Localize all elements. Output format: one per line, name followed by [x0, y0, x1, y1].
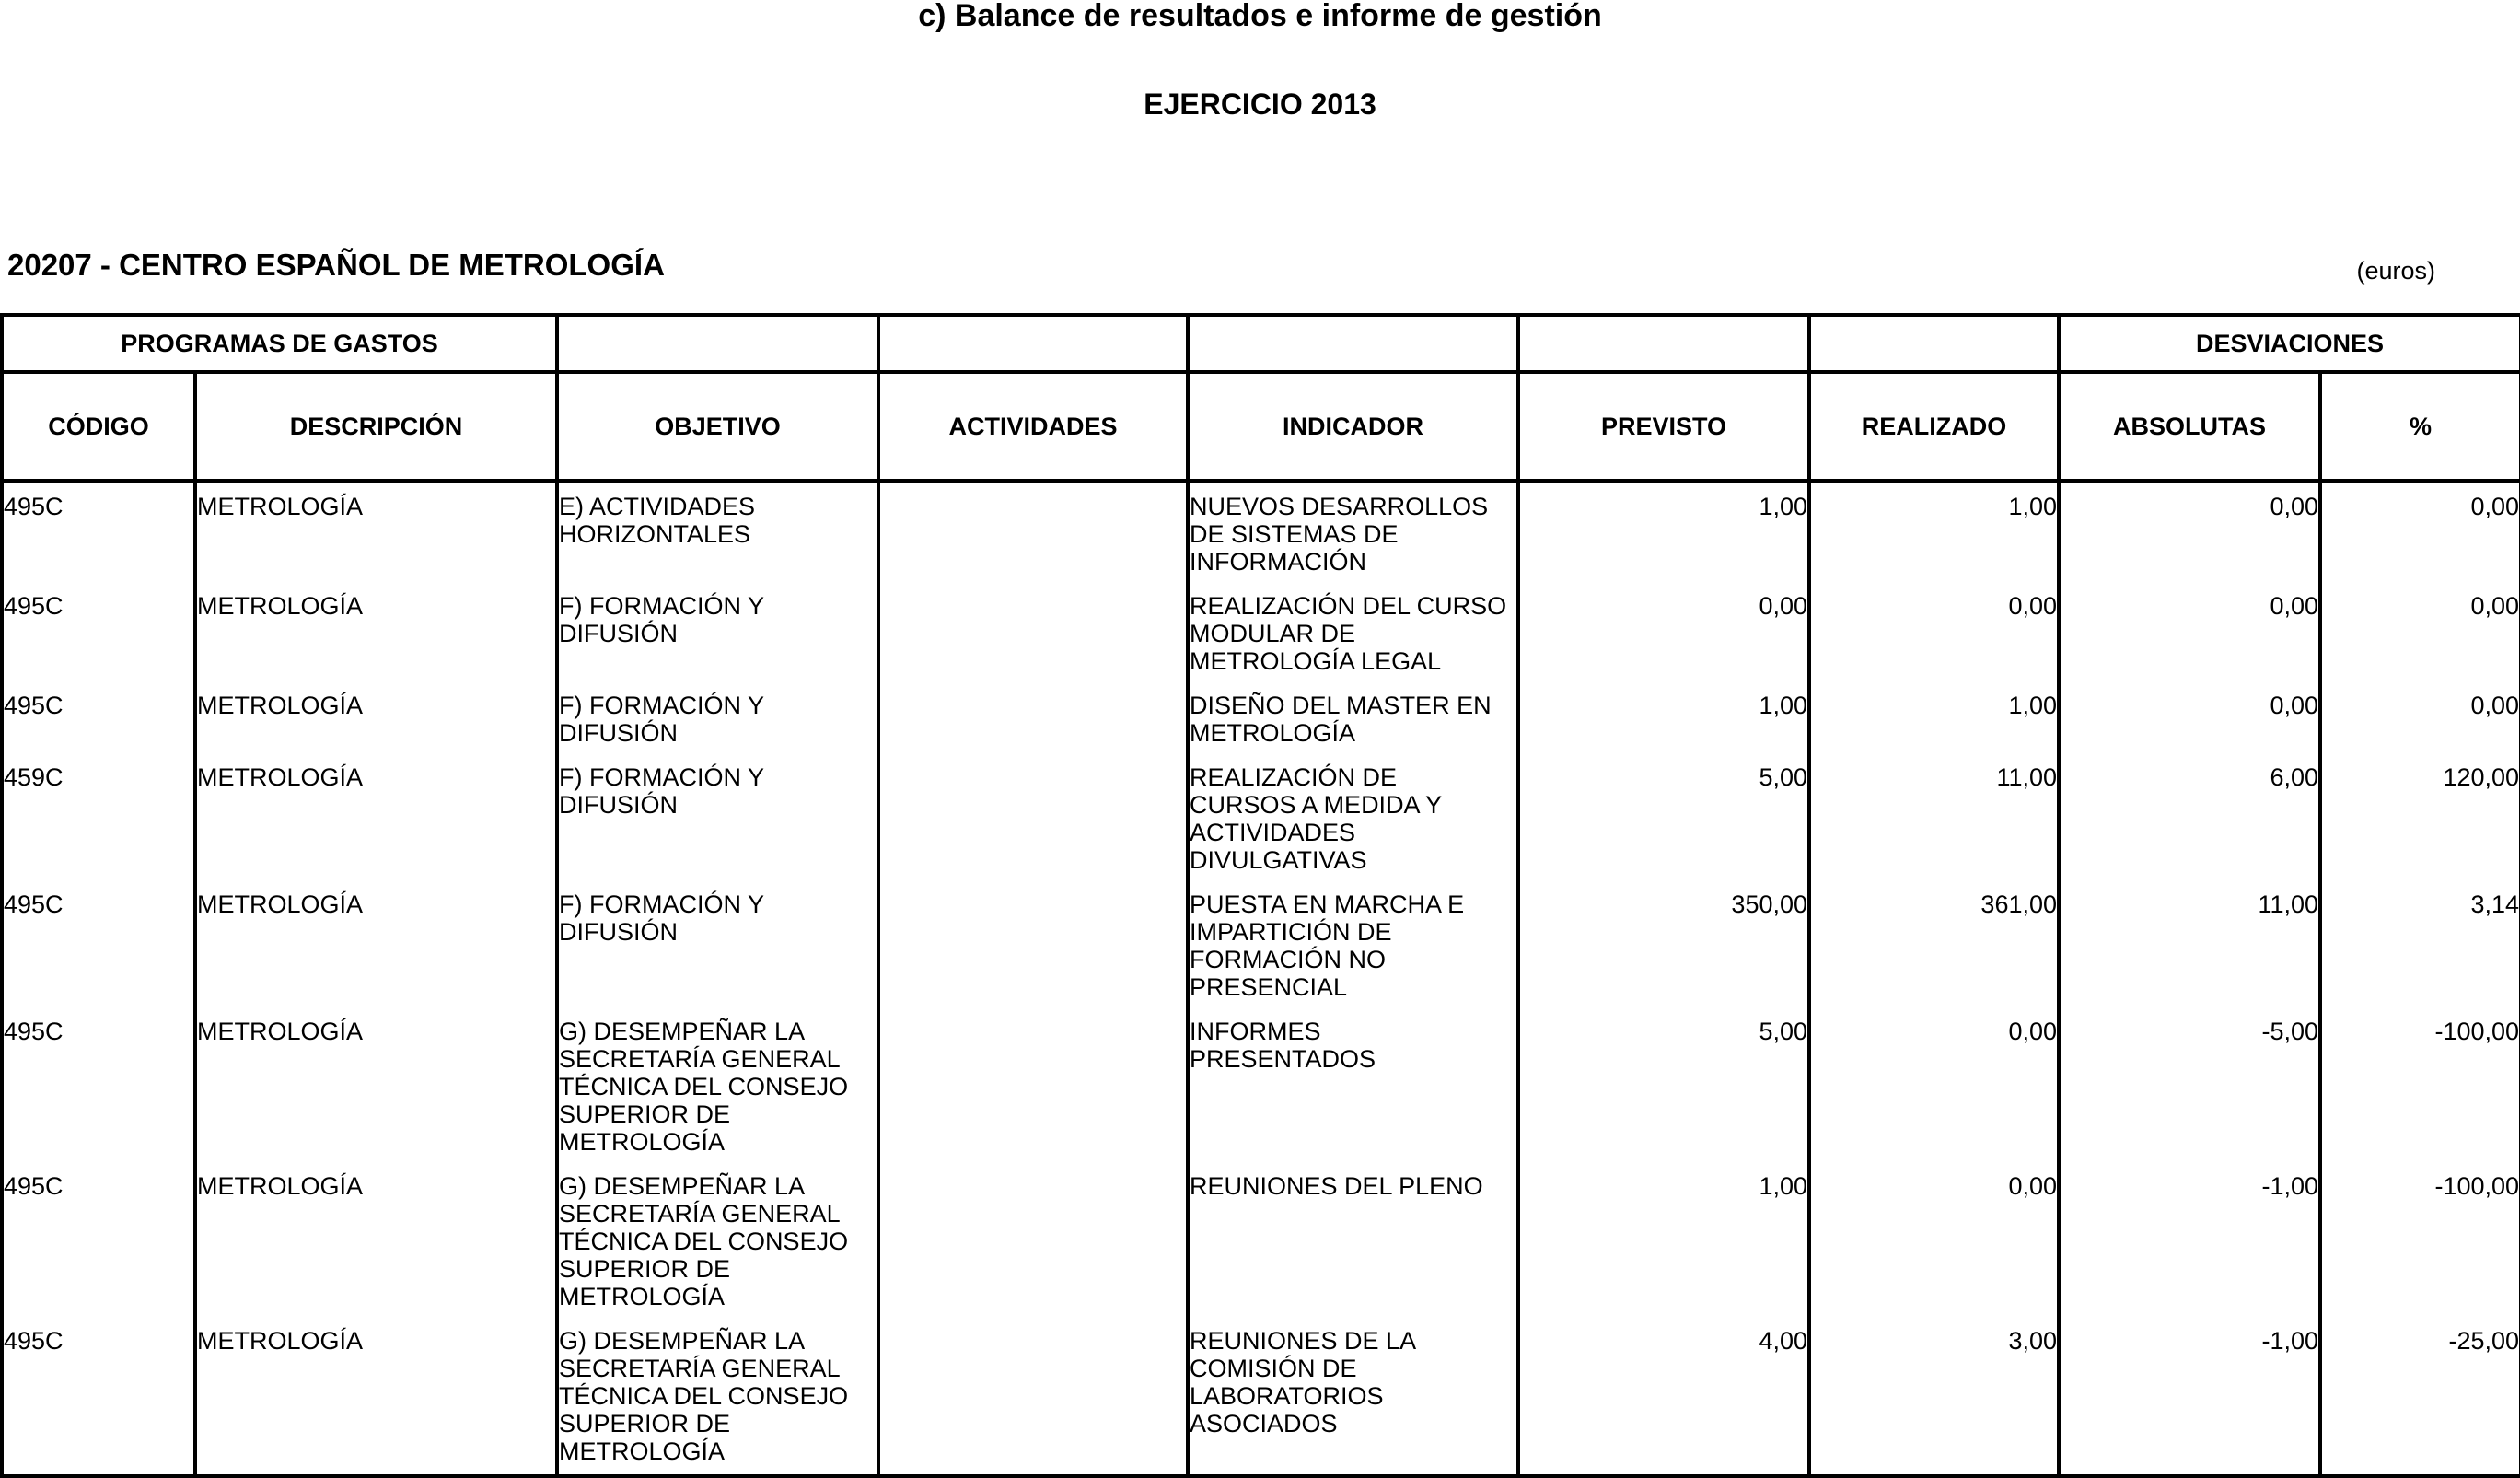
cell-descripcion: METROLOGÍA: [195, 1009, 557, 1164]
objetivo-line: F) FORMACIÓN Y: [559, 763, 765, 791]
cell-realizado: 1,00: [1809, 481, 2059, 584]
indicador-line: CURSOS A MEDIDA Y: [1190, 791, 1443, 819]
cell-indicador: [1188, 584, 1518, 683]
objetivo-line: G) DESEMPEÑAR LA: [559, 1327, 806, 1355]
cell-indicador: [1188, 481, 1518, 584]
cell-previsto: 1,00: [1518, 1164, 1809, 1319]
table-row: [2, 683, 2520, 755]
cell-codigo: 495C: [2, 882, 195, 1009]
cell-codigo: 495C: [2, 1164, 195, 1319]
objetivo-line: SECRETARÍA GENERAL: [559, 1355, 841, 1382]
cell-actividades: [878, 1009, 1188, 1164]
indicador-line: ACTIVIDADES: [1190, 819, 1356, 846]
cell-indicador: [1188, 1319, 1518, 1476]
cell-previsto: 0,00: [1518, 584, 1809, 683]
indicador-line: MODULAR DE: [1190, 620, 1356, 647]
cell-porcentaje: 3,14: [2320, 882, 2520, 1009]
cell-objetivo: [557, 1009, 878, 1164]
entity-title: 20207 - CENTRO ESPAÑOL DE METROLOGÍA: [7, 248, 665, 282]
cell-descripcion: METROLOGÍA: [195, 1319, 557, 1476]
objetivo-line: F) FORMACIÓN Y: [559, 592, 765, 620]
indicador-line: LABORATORIOS: [1190, 1382, 1384, 1410]
cell-codigo: 459C: [2, 755, 195, 882]
cell-indicador: [1188, 755, 1518, 882]
cell-absolutas: -1,00: [2059, 1319, 2320, 1476]
cell-actividades: [878, 1319, 1188, 1476]
cell-descripcion: METROLOGÍA: [195, 755, 557, 882]
cell-descripcion: METROLOGÍA: [195, 1164, 557, 1319]
cell-realizado: 3,00: [1809, 1319, 2059, 1476]
cell-porcentaje: 0,00: [2320, 481, 2520, 584]
indicador-line: NUEVOS DESARROLLOS: [1190, 493, 1489, 520]
indicador-line: INFORMES: [1190, 1018, 1321, 1045]
indicador-line: IMPARTICIÓN DE: [1190, 918, 1392, 946]
table-row: [2, 882, 2520, 1009]
cell-codigo: 495C: [2, 584, 195, 683]
indicador-line: REUNIONES DEL PLENO: [1190, 1172, 1483, 1200]
indicador-line: INFORMACIÓN: [1190, 548, 1367, 576]
indicador-line: FORMACIÓN NO: [1190, 946, 1387, 973]
objetivo-line: METROLOGÍA: [559, 1437, 726, 1465]
objetivo-line: TÉCNICA DEL CONSEJO: [559, 1228, 849, 1255]
cell-actividades: [878, 755, 1188, 882]
indicador-line: METROLOGÍA: [1190, 719, 1356, 747]
cell-absolutas: 0,00: [2059, 481, 2320, 584]
cell-porcentaje: 0,00: [2320, 683, 2520, 755]
objetivo-line: E) ACTIVIDADES: [559, 493, 756, 520]
indicador-line: PUESTA EN MARCHA E: [1190, 890, 1465, 918]
cell-objetivo: [557, 481, 878, 584]
table-body: [2, 481, 2520, 1476]
table-row: [2, 584, 2520, 683]
cell-realizado: 11,00: [1809, 755, 2059, 882]
cell-realizado: 0,00: [1809, 1009, 2059, 1164]
objetivo-line: DIFUSIÓN: [559, 791, 679, 819]
table-row: [2, 1319, 2520, 1476]
cell-realizado: 1,00: [1809, 683, 2059, 755]
objetivo-line: HORIZONTALES: [559, 520, 751, 548]
objetivo-line: G) DESEMPEÑAR LA: [559, 1172, 806, 1200]
cell-codigo: 495C: [2, 683, 195, 755]
cell-previsto: 5,00: [1518, 1009, 1809, 1164]
cell-previsto: 350,00: [1518, 882, 1809, 1009]
table-row: [2, 1009, 2520, 1164]
indicador-line: COMISIÓN DE: [1190, 1355, 1357, 1382]
cell-absolutas: 0,00: [2059, 683, 2320, 755]
objetivo-line: DIFUSIÓN: [559, 719, 679, 747]
indicador-line: REALIZACIÓN DEL CURSO: [1190, 592, 1507, 620]
cell-indicador: [1188, 1009, 1518, 1164]
objetivo-line: SUPERIOR DE: [559, 1100, 731, 1128]
results-table: [0, 313, 2520, 1478]
cell-porcentaje: -100,00: [2320, 1009, 2520, 1164]
cell-previsto: 4,00: [1518, 1319, 1809, 1476]
cell-descripcion: METROLOGÍA: [195, 882, 557, 1009]
page-title: c) Balance de resultados e informe de gestión: [918, 0, 1602, 33]
cell-realizado: 0,00: [1809, 584, 2059, 683]
cell-realizado: 0,00: [1809, 1164, 2059, 1319]
cell-porcentaje: 0,00: [2320, 584, 2520, 683]
cell-indicador: [1188, 882, 1518, 1009]
table-row: [2, 1164, 2520, 1319]
cell-indicador: [1188, 683, 1518, 755]
cell-descripcion: METROLOGÍA: [195, 683, 557, 755]
cell-realizado: 361,00: [1809, 882, 2059, 1009]
indicador-line: PRESENCIAL: [1190, 973, 1348, 1001]
cell-objetivo: [557, 683, 878, 755]
programs-group-header: PROGRAMAS DE GASTOS: [2, 315, 557, 372]
cell-objetivo: [557, 584, 878, 683]
indicador-line: DE SISTEMAS DE: [1190, 520, 1399, 548]
empty-group-cell: [1809, 315, 2059, 372]
cell-previsto: 5,00: [1518, 755, 1809, 882]
cell-actividades: [878, 481, 1188, 584]
objetivo-line: DIFUSIÓN: [559, 918, 679, 946]
indicador-line: PRESENTADOS: [1190, 1045, 1376, 1073]
cell-porcentaje: -100,00: [2320, 1164, 2520, 1319]
column-header-absolutas: ABSOLUTAS: [2059, 372, 2320, 481]
objetivo-line: METROLOGÍA: [559, 1128, 726, 1156]
objetivo-line: METROLOGÍA: [559, 1283, 726, 1310]
column-header-row: [2, 372, 2520, 481]
indicador-line: DISEÑO DEL MASTER EN: [1190, 692, 1492, 719]
objetivo-line: SUPERIOR DE: [559, 1410, 731, 1437]
table-row: [2, 481, 2520, 584]
column-header-codigo: CÓDIGO: [2, 372, 195, 481]
unit-label: (euros): [2356, 257, 2435, 285]
cell-actividades: [878, 683, 1188, 755]
objetivo-line: SECRETARÍA GENERAL: [559, 1045, 841, 1073]
cell-objetivo: [557, 755, 878, 882]
indicador-line: ASOCIADOS: [1190, 1410, 1338, 1437]
column-header-indicador: INDICADOR: [1188, 372, 1518, 481]
cell-objetivo: [557, 1164, 878, 1319]
empty-group-cell: [557, 315, 878, 372]
deviations-group-header: DESVIACIONES: [2059, 315, 2520, 372]
objetivo-line: TÉCNICA DEL CONSEJO: [559, 1073, 849, 1100]
cell-indicador: [1188, 1164, 1518, 1319]
objetivo-line: SECRETARÍA GENERAL: [559, 1200, 841, 1228]
column-header-previsto: PREVISTO: [1518, 372, 1809, 481]
cell-objetivo: [557, 882, 878, 1009]
cell-previsto: 1,00: [1518, 683, 1809, 755]
page-subtitle: EJERCICIO 2013: [1144, 87, 1376, 121]
objetivo-line: F) FORMACIÓN Y: [559, 692, 765, 719]
objetivo-line: G) DESEMPEÑAR LA: [559, 1018, 806, 1045]
column-header-descripcion: DESCRIPCIÓN: [195, 372, 557, 481]
empty-group-cell: [1518, 315, 1809, 372]
indicador-line: METROLOGÍA LEGAL: [1190, 647, 1442, 675]
column-header-objetivo: OBJETIVO: [557, 372, 878, 481]
indicador-line: DIVULGATIVAS: [1190, 846, 1367, 874]
column-header-actividades: ACTIVIDADES: [878, 372, 1188, 481]
cell-absolutas: 0,00: [2059, 584, 2320, 683]
objetivo-line: F) FORMACIÓN Y: [559, 890, 765, 918]
column-header-porcentaje: %: [2320, 372, 2520, 481]
cell-actividades: [878, 882, 1188, 1009]
cell-objetivo: [557, 1319, 878, 1476]
objetivo-line: DIFUSIÓN: [559, 620, 679, 647]
cell-absolutas: 11,00: [2059, 882, 2320, 1009]
cell-codigo: 495C: [2, 481, 195, 584]
cell-descripcion: METROLOGÍA: [195, 481, 557, 584]
cell-absolutas: 6,00: [2059, 755, 2320, 882]
cell-codigo: 495C: [2, 1009, 195, 1164]
column-header-realizado: REALIZADO: [1809, 372, 2059, 481]
cell-absolutas: -1,00: [2059, 1164, 2320, 1319]
cell-previsto: 1,00: [1518, 481, 1809, 584]
cell-porcentaje: -25,00: [2320, 1319, 2520, 1476]
empty-group-cell: [878, 315, 1188, 372]
cell-codigo: 495C: [2, 1319, 195, 1476]
empty-group-cell: [1188, 315, 1518, 372]
cell-absolutas: -5,00: [2059, 1009, 2320, 1164]
objetivo-line: SUPERIOR DE: [559, 1255, 731, 1283]
objetivo-line: TÉCNICA DEL CONSEJO: [559, 1382, 849, 1410]
cell-descripcion: METROLOGÍA: [195, 584, 557, 683]
indicador-line: REALIZACIÓN DE: [1190, 763, 1398, 791]
table-row: [2, 755, 2520, 882]
cell-actividades: [878, 584, 1188, 683]
cell-porcentaje: 120,00: [2320, 755, 2520, 882]
group-header-row: [2, 315, 2520, 372]
cell-actividades: [878, 1164, 1188, 1319]
indicador-line: REUNIONES DE LA: [1190, 1327, 1417, 1355]
